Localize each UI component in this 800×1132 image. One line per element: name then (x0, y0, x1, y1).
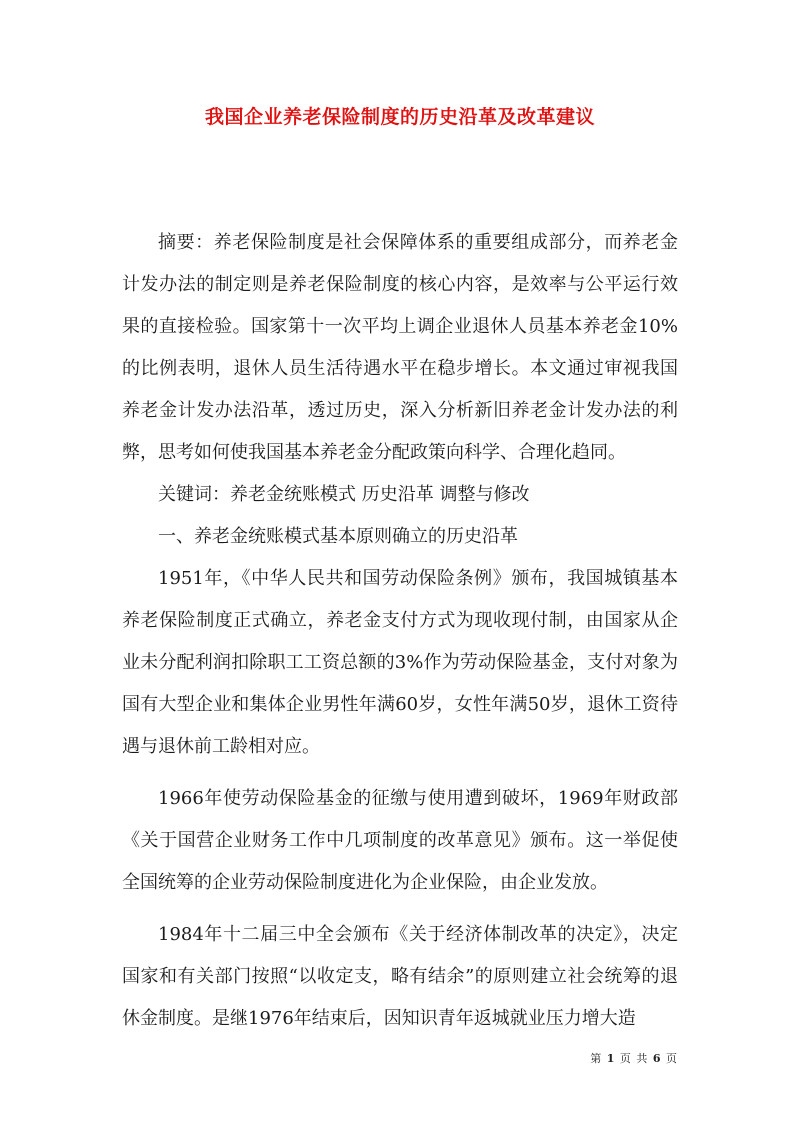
document-body (122, 222, 678, 1040)
footer-prefix: 第 (590, 1052, 603, 1065)
document-title: 我国企业养老保险制度的历史沿革及改革建议 (204, 106, 595, 128)
footer-suffix: 页 (666, 1052, 678, 1065)
page-footer (560, 1050, 678, 1066)
section-heading: 一、养老金统账模式基本原则确立的历史沿革 (158, 526, 518, 547)
abstract-paragraph: 摘要：养老保险制度是社会保障体系的重要组成部分，而养老金计发办法的制定则是养老保险制度的核心内容，是效率与公平运行效果的直接检验。国家第十一次平均上调企业退休人员基本养老金10%的比例表明，退休人员生活待遇水平在稳步增长。本文通过审视我国养老金计发办法沿革，透过历史，深入分析新旧养老金计发办法的利弊，思考如何使我国基本养老金分配政策向科学、合理化趋同。 (122, 232, 678, 463)
body-paragraph-1966: 1966年使劳动保险基金的征缴与使用遭到破坏，1969年财政部《关于国营企业财务工作中几项制度的改革意见》颁布。这一举促使全国统筹的企业劳动保险制度进化为企业保险，由企业发放。 (122, 788, 678, 893)
keywords-line: 关键词：养老金统账模式 历史沿革 调整与修改 (158, 484, 530, 505)
footer-middle: 页 共 (619, 1052, 649, 1065)
current-page-number: 1 (606, 1052, 616, 1065)
body-paragraph-1984: 1984年十二届三中全会颁布《关于经济体制改革的决定》，决定国家和有关部门按照“以收定支，略有结余”的原则建立社会统筹的退休金制度。是继1976年结束后，因知识青年返城就业压力增大造 (122, 924, 678, 1029)
total-pages-number: 6 (652, 1052, 662, 1065)
body-paragraph-1951: 1951年，《中华人民共和国劳动保险条例》颁布，我国城镇基本养老保险制度正式确立，养老金支付方式为现收现付制，由国家从企业未分配利润扣除职工工资总额的3%作为劳动保险基金，支付对象为国有大型企业和集体企业男性年满60岁，女性年满50岁，退休工资待遇与退休前工龄相对应。 (122, 568, 678, 757)
